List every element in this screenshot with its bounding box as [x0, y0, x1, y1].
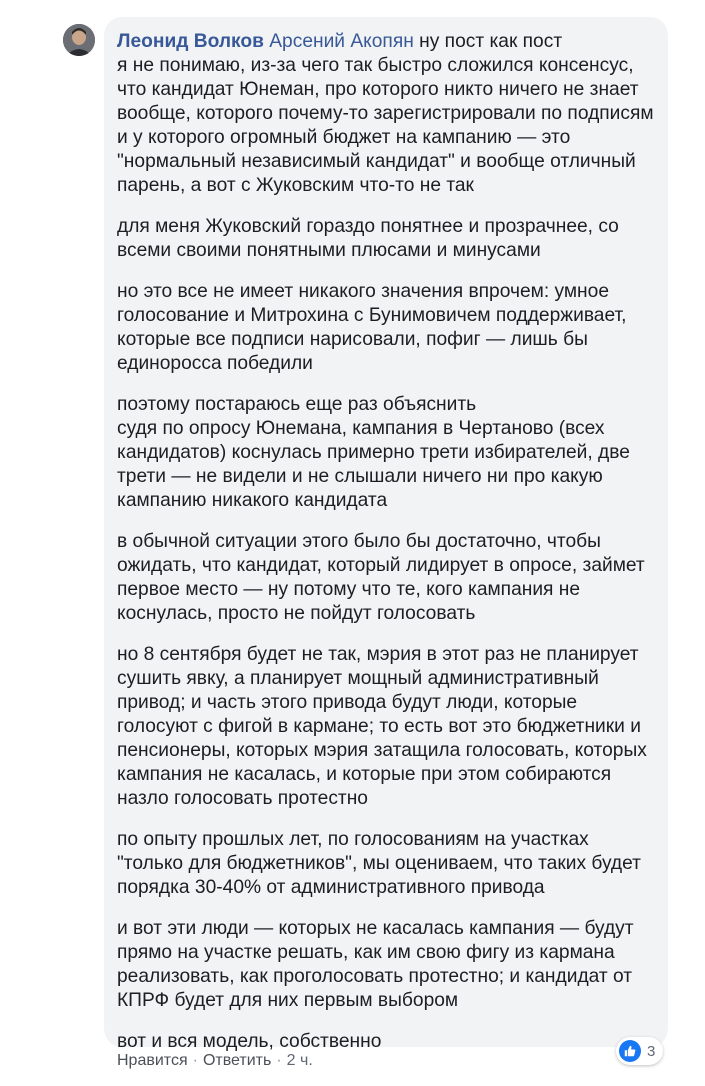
like-icon — [619, 1040, 641, 1062]
timestamp[interactable]: 2 ч. — [286, 1052, 313, 1069]
mention-link[interactable]: Арсений Акопян — [269, 31, 414, 52]
comment-paragraph: я не понимаю, из-за чего так быстро сложился консенсус, что кандидат Юнеман, про которого никто ничего не знает вообще, которого почему-то зарегистрировали по подписям и у которого огромный бюджет на кампанию — это "нормальный независимый кандидат" и вообще отличный парень, а вот с Жуковским что-то не так — [117, 55, 654, 196]
comment-paragraph: по опыту прошлых лет, по голосованиям на участках "только для бюджетников", мы оцениваем, что таких будет порядка 30-40% от административного привода — [117, 829, 641, 898]
reaction-summary[interactable] — [616, 1037, 663, 1065]
comment-paragraph: но 8 сентября будет не так, мэрия в этот раз не планирует сушить явку, а планирует мощный административный привод; и часть этого привода будут люди, которые голосуют с фигой в кармане; то есть вот это бюджетники и пенсионеры, которых мэрия затащила голосовать, которых кампания не касалась, и которые при этом собираются назло голосовать протестно — [117, 644, 647, 809]
comment-paragraph: поэтому постараюсь еще раз объяснить — [117, 394, 477, 415]
comment-bubble — [104, 17, 668, 1052]
comment-actions — [117, 1052, 313, 1070]
comment-paragraph: для меня Жуковский гораздо понятнее и прозрачнее, со всеми своими понятными плюсами и минусами — [117, 216, 619, 261]
comment-paragraph: и вот эти люди — которых не касалась кампания — будут прямо на участке решать, как им свою фигу из кармана реализовать, как проголосовать протестно; и кандидат от КПРФ будет для них первым выбором — [117, 918, 634, 1011]
avatar[interactable] — [63, 24, 95, 56]
reaction-count: 3 — [647, 1042, 656, 1060]
like-button[interactable]: Нравится — [117, 1052, 188, 1069]
comment-paragraph: но это все не имеет никакого значения впрочем: умное голосование и Митрохина с Бунимовичем поддерживает, которые все подписи нарисовали, пофиг — лишь бы единоросса победили — [117, 281, 627, 374]
reply-button[interactable]: Ответить — [202, 1052, 272, 1069]
comment-paragraph: судя по опросу Юнемана, кампания в Чертаново (всех кандидатов) коснулась примерно трети избирателей, две трети — не видели и не слышали ничего ни про какую кампанию никакого кандидата — [117, 418, 630, 511]
separator: · — [276, 1052, 282, 1069]
comment-paragraph: в обычной ситуации этого было бы достаточно, чтобы ожидать, что кандидат, который лидирует в опросе, займет первое место — ну потому что те, кого кампания не коснулась, просто не пойдут голосовать — [117, 531, 645, 624]
separator: · — [192, 1052, 198, 1069]
comment-text: ну пост как пост — [419, 31, 563, 52]
author-name[interactable]: Леонид Волков — [117, 31, 264, 52]
comment-paragraph: вот и вся модель, собственно — [117, 1031, 382, 1052]
